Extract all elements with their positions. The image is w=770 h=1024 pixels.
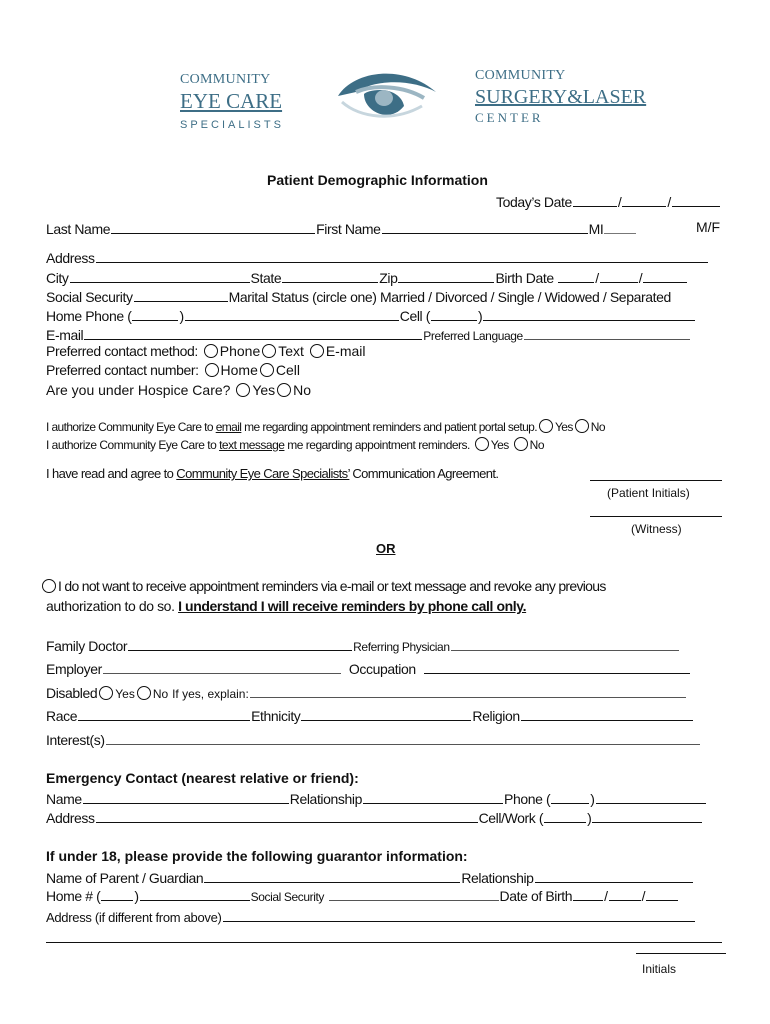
guarantor-home-input[interactable]	[140, 886, 250, 901]
email-authorization-row	[46, 419, 605, 434]
address-row	[46, 248, 709, 266]
email-radio[interactable]	[310, 344, 324, 358]
occupation-label: Occupation	[348, 661, 416, 677]
optout-emphasis: I understand I will receive reminders by phone call only.	[178, 598, 527, 614]
auth-text: me regarding appointment reminders and patient portal setup.	[241, 420, 537, 434]
race-label: Race	[46, 708, 78, 724]
disabled-label: Disabled	[46, 685, 98, 701]
family-doctor-label: Family Doctor	[46, 638, 128, 654]
optout-row	[42, 578, 606, 594]
zip-label: Zip	[379, 270, 398, 286]
birth-year-input[interactable]	[643, 268, 687, 283]
ssn-marital-row	[46, 287, 671, 305]
no-label: No	[152, 687, 169, 701]
yes-label: Yes	[252, 382, 276, 398]
yes-label: Yes	[554, 420, 573, 434]
paren: )	[587, 810, 592, 826]
hospice-label: Are you under Hospice Care?	[46, 382, 231, 398]
pref-method-label: Preferred contact method:	[46, 343, 198, 359]
guarantor-ssn-label: Social Security	[250, 890, 325, 904]
guarantor-relationship-input[interactable]	[535, 868, 693, 883]
auth-text: I authorize Community Eye Care to	[46, 420, 216, 434]
home-phone-label: Home Phone (	[46, 308, 132, 324]
left-logo-line1: COMMUNITY	[180, 72, 271, 87]
initials-label: Initials	[642, 962, 677, 976]
cell-option-label: Cell	[275, 362, 301, 378]
disabled-no-radio[interactable]	[137, 686, 151, 700]
optout-text: I do not want to receive appointment reminders via e-mail or text message and revoke any previous	[58, 578, 606, 594]
email-auth-yes-radio[interactable]	[539, 419, 553, 433]
patient-initials-label: (Patient Initials)	[607, 486, 690, 500]
slash: /	[638, 270, 643, 286]
witness-input[interactable]	[590, 516, 722, 517]
birth-month-input[interactable]	[558, 268, 594, 283]
cell-input[interactable]	[483, 306, 695, 321]
first-name-input[interactable]	[382, 219, 588, 234]
auth-text: me regarding appointment reminders.	[284, 438, 470, 452]
date-day-input[interactable]	[622, 192, 666, 207]
todays-date-label: Today’s Date	[496, 194, 572, 210]
date-year-input[interactable]	[672, 192, 720, 207]
last-name-label: Last Name	[46, 221, 111, 237]
phone-option-label: Phone	[219, 343, 261, 359]
guarantor-name-row	[46, 868, 694, 886]
guarantor-dob-day[interactable]	[609, 886, 641, 901]
optout-text: authorization to do so.	[46, 598, 179, 614]
slash: /	[595, 270, 599, 286]
page-title: Patient Demographic Information	[267, 172, 488, 188]
pref-method-row	[46, 343, 366, 359]
hospice-row	[46, 382, 311, 398]
guarantor-name-input[interactable]	[204, 868, 460, 883]
ssn-label: Social Security	[46, 289, 133, 305]
emergency-cellwork-label: Cell/Work (	[478, 810, 544, 826]
slash: /	[667, 194, 671, 210]
last-name-input[interactable]	[111, 219, 315, 234]
guarantor-dob-label: Date of Birth	[499, 888, 573, 904]
home-phone-input[interactable]	[185, 306, 399, 321]
emergency-relationship-label: Relationship	[289, 791, 362, 807]
interests-row	[46, 730, 701, 748]
emergency-area-code-input[interactable]	[551, 789, 589, 804]
yes-label: Yes	[490, 438, 509, 452]
emergency-name-input[interactable]	[83, 789, 289, 804]
paren: )	[478, 308, 483, 324]
ssn-input[interactable]	[134, 287, 228, 302]
first-name-label: First Name	[316, 221, 381, 237]
emergency-relationship-input[interactable]	[363, 789, 503, 804]
agreement-text: Communication Agreement.	[349, 466, 499, 481]
pref-number-row	[46, 362, 300, 378]
text-radio[interactable]	[262, 344, 276, 358]
emergency-address-input[interactable]	[96, 808, 478, 823]
auth-text: I authorize Community Eye Care to	[46, 438, 220, 452]
name-row	[46, 219, 637, 237]
referring-physician-label: Referring Physician	[353, 640, 450, 654]
if-yes-label: If yes, explain:	[172, 687, 249, 701]
home-option-label: Home	[220, 362, 258, 378]
todays-date-field	[496, 192, 721, 210]
email-label: E-mail	[46, 327, 84, 343]
guarantor-dob-month[interactable]	[573, 886, 603, 901]
communication-agreement-link[interactable]: Community Eye Care Specialists’	[176, 466, 350, 481]
phone-row	[46, 306, 696, 324]
referring-physician-input[interactable]	[451, 636, 679, 651]
agreement-row	[46, 466, 498, 481]
text-authorization-row	[46, 437, 544, 452]
right-logo-line2: SURGERY&LASER	[475, 86, 647, 108]
religion-label: Religion	[472, 708, 520, 724]
guarantor-relationship-label: Relationship	[461, 870, 534, 886]
text-auth-no-radio[interactable]	[514, 437, 528, 451]
guarantor-address-input[interactable]	[223, 907, 695, 922]
right-logo-line3: CENTER	[475, 110, 544, 125]
guarantor-address-label: Address (if different from above)	[46, 910, 222, 925]
guarantor-home-row	[46, 886, 679, 904]
guarantor-heading: If under 18, please provide the following guarantor information:	[46, 848, 468, 864]
optout-row-2	[46, 598, 526, 614]
home-radio[interactable]	[205, 363, 219, 377]
mi-label: MI	[588, 221, 604, 237]
employer-input[interactable]	[103, 659, 341, 674]
city-label: City	[46, 270, 69, 286]
race-row	[46, 706, 694, 724]
witness-label: (Witness)	[631, 522, 682, 536]
city-row	[46, 268, 688, 286]
slash: /	[604, 888, 608, 904]
state-input[interactable]	[282, 268, 378, 283]
paren: )	[179, 308, 184, 324]
employer-row	[46, 659, 691, 677]
left-logo-line2: EYE CARE	[180, 89, 283, 113]
cell-area-code-input[interactable]	[431, 306, 477, 321]
cell-label: Cell (	[399, 308, 431, 324]
mf-label[interactable]: M/F	[696, 219, 721, 235]
religion-input[interactable]	[521, 706, 693, 721]
no-label: No	[293, 382, 312, 398]
or-label: OR	[376, 541, 396, 556]
state-label: State	[250, 270, 282, 286]
email-option-label: E-mail	[325, 343, 366, 359]
email-link[interactable]: email	[215, 420, 242, 434]
home-area-code-input[interactable]	[132, 306, 178, 321]
birth-date-label: Birth Date	[495, 270, 554, 286]
emergency-address-label: Address	[46, 810, 95, 826]
cell-radio[interactable]	[260, 363, 274, 377]
pref-language-input[interactable]	[524, 325, 690, 340]
date-month-input[interactable]	[573, 192, 617, 207]
no-label: No	[529, 438, 544, 452]
email-input[interactable]	[84, 325, 422, 340]
guarantor-area-code-input[interactable]	[101, 886, 133, 901]
emergency-heading: Emergency Contact (nearest relative or friend):	[46, 770, 359, 786]
ethnicity-input[interactable]	[301, 706, 471, 721]
emergency-cell-area-input[interactable]	[544, 808, 586, 823]
disabled-explain-input[interactable]	[250, 683, 686, 698]
marital-status-options[interactable]: Marital Status (circle one) Married / Divorced / Single / Widowed / Separated	[228, 289, 671, 305]
mi-input[interactable]	[604, 219, 636, 234]
emergency-name-label: Name	[46, 791, 82, 807]
paren: )	[134, 888, 139, 904]
family-doctor-input[interactable]	[128, 636, 352, 651]
eye-icon	[334, 66, 444, 129]
guarantor-ssn-input[interactable]	[329, 886, 499, 901]
race-input[interactable]	[78, 706, 250, 721]
guarantor-home-label: Home # (	[46, 888, 101, 904]
city-input[interactable]	[70, 268, 250, 283]
birth-day-input[interactable]	[600, 268, 638, 283]
text-option-label: Text	[278, 343, 304, 359]
family-doctor-row	[46, 636, 680, 654]
guarantor-dob-year[interactable]	[646, 886, 678, 901]
interests-label: Interest(s)	[46, 732, 105, 748]
occupation-input[interactable]	[424, 659, 690, 674]
hospice-yes-radio[interactable]	[236, 383, 250, 397]
phone-radio[interactable]	[204, 344, 218, 358]
guarantor-address-line-2[interactable]	[46, 942, 722, 943]
guarantor-address-row	[46, 907, 696, 925]
optout-radio[interactable]	[42, 579, 56, 593]
emergency-cell-input[interactable]	[592, 808, 702, 823]
email-row	[46, 325, 691, 343]
pref-number-label: Preferred contact number:	[46, 362, 199, 378]
hospice-no-radio[interactable]	[277, 383, 291, 397]
employer-label: Employer	[46, 661, 102, 677]
text-message-link[interactable]: text message	[219, 438, 285, 452]
interests-input[interactable]	[106, 730, 700, 745]
emergency-name-row	[46, 789, 707, 807]
emergency-phone-input[interactable]	[596, 789, 706, 804]
slash: /	[617, 194, 622, 210]
slash: /	[641, 888, 646, 904]
ethnicity-label: Ethnicity	[251, 708, 301, 724]
pref-language-label: Preferred Language	[423, 329, 523, 343]
initials-input[interactable]	[636, 953, 726, 954]
agreement-text: I have read and agree to	[46, 466, 177, 481]
emergency-address-row	[46, 808, 703, 826]
address-input[interactable]	[96, 248, 708, 263]
paren: )	[590, 791, 595, 807]
no-label: No	[590, 420, 605, 434]
yes-label: Yes	[115, 687, 135, 701]
guarantor-name-label: Name of Parent / Guardian	[46, 870, 204, 886]
disabled-yes-radio[interactable]	[99, 686, 113, 700]
left-logo-line3: SPECIALISTS	[180, 119, 284, 131]
right-logo-line1: COMMUNITY	[475, 68, 566, 83]
disabled-row	[46, 683, 687, 701]
address-label: Address	[46, 250, 95, 266]
text-auth-yes-radio[interactable]	[475, 437, 489, 451]
zip-input[interactable]	[398, 268, 494, 283]
email-auth-no-radio[interactable]	[575, 419, 589, 433]
patient-initials-input[interactable]	[590, 480, 722, 481]
emergency-phone-label: Phone (	[504, 791, 551, 807]
